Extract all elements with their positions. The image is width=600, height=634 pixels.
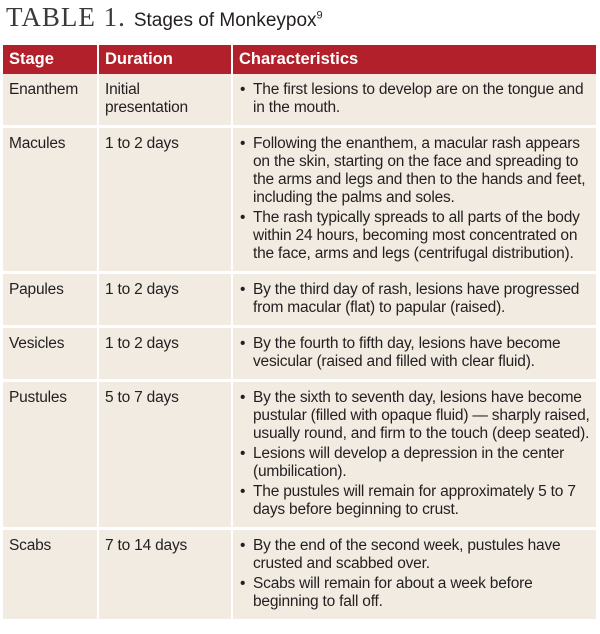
- table-number: TABLE 1.: [6, 2, 126, 32]
- header-stage: Stage: [3, 45, 99, 74]
- characteristics-cell: [233, 325, 596, 379]
- table-row: [3, 74, 596, 125]
- characteristics-list: [239, 389, 590, 519]
- stage-cell: Enanthem: [3, 74, 99, 125]
- duration-cell: 1 to 2 days: [99, 271, 233, 325]
- stage-cell: Vesicles: [3, 325, 99, 379]
- list-item: • The pustules will remain for approximately 5 to 7 days before beginning to crust.: [239, 483, 590, 519]
- list-item: • The rash typically spreads to all parts of the body within 24 hours, becoming most concentrated on the face, arms and legs (centrifugal distribution).: [239, 209, 590, 263]
- characteristics-cell: [233, 527, 596, 619]
- table-row: [3, 379, 596, 527]
- table-row: [3, 325, 596, 379]
- characteristics-list: [239, 81, 590, 117]
- list-item: • Lesions will develop a depression in the center (umbilication).: [239, 445, 590, 481]
- table-title: [134, 10, 323, 32]
- stage-cell: Scabs: [3, 527, 99, 619]
- duration-cell: Initial presentation: [99, 74, 233, 125]
- characteristics-list: [239, 335, 590, 371]
- table-row: [3, 125, 596, 271]
- duration-cell: 7 to 14 days: [99, 527, 233, 619]
- list-item: • By the third day of rash, lesions have progressed from macular (flat) to papular (raised).: [239, 281, 590, 317]
- list-item: • By the end of the second week, pustules have crusted and scabbed over.: [239, 537, 590, 573]
- characteristics-cell: [233, 271, 596, 325]
- characteristics-list: [239, 135, 590, 263]
- duration-cell: 5 to 7 days: [99, 379, 233, 527]
- list-item: • The first lesions to develop are on the tongue and in the mouth.: [239, 81, 590, 117]
- header-characteristics: Characteristics: [233, 45, 596, 74]
- duration-cell: 1 to 2 days: [99, 125, 233, 271]
- list-item: • Scabs will remain for about a week before beginning to fall off.: [239, 575, 590, 611]
- characteristics-list: [239, 281, 590, 317]
- duration-cell: 1 to 2 days: [99, 325, 233, 379]
- list-item: • By the fourth to fifth day, lesions have become vesicular (raised and filled with clear fluid).: [239, 335, 590, 371]
- characteristics-list: [239, 537, 590, 611]
- characteristics-cell: [233, 74, 596, 125]
- characteristics-cell: [233, 125, 596, 271]
- reference-superscript: 9: [316, 9, 323, 22]
- header-duration: Duration: [99, 45, 233, 74]
- header-row: [3, 45, 596, 74]
- characteristics-cell: [233, 379, 596, 527]
- stage-cell: Pustules: [3, 379, 99, 527]
- table-row: [3, 271, 596, 325]
- stage-cell: Macules: [3, 125, 99, 271]
- table-caption: [6, 2, 323, 42]
- list-item: • By the sixth to seventh day, lesions have become pustular (filled with opaque fluid) — sharply raised, usually round, and firm to the touch (deep seated).: [239, 389, 590, 443]
- table-title-text: Stages of Monkeypox: [133, 10, 317, 31]
- list-item: • Following the enanthem, a macular rash appears on the skin, starting on the face and spreading to the arms and legs and then to the hands and feet, including the palms and soles.: [239, 135, 590, 207]
- stages-table: [3, 45, 596, 619]
- stage-cell: Papules: [3, 271, 99, 325]
- table-row: [3, 527, 596, 619]
